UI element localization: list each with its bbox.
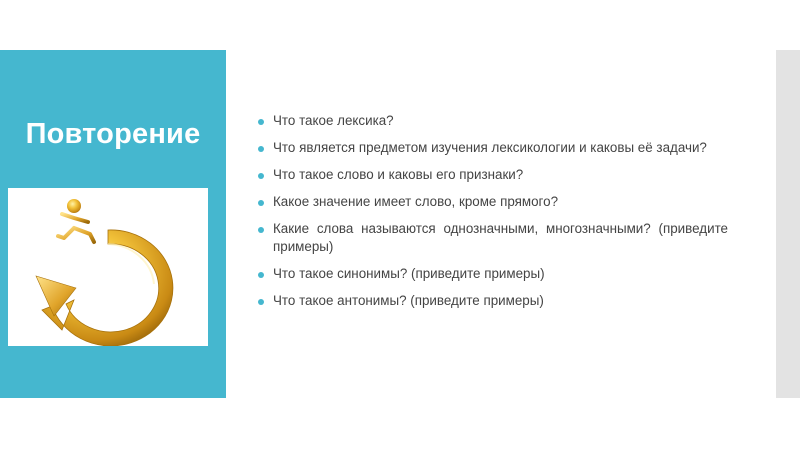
bullet-icon [258,272,264,278]
illustration-box [8,188,208,346]
slide-title: Повторение [25,118,201,150]
bullet-text: Какое значение имеет слово, кроме прямого? [273,194,559,209]
bullet-text: Что такое лексика? [273,113,394,128]
list-item [258,112,728,130]
list-item [258,265,728,283]
bullet-icon [258,299,264,305]
bullet-icon [258,119,264,125]
bullet-icon [258,200,264,206]
right-scroll-strip [776,50,800,398]
list-item [258,139,728,157]
list-item [258,166,728,184]
golden-figure-on-circular-arrow-icon [8,188,208,346]
bullet-text: Какие слова называются однозначными, многозначными? (приведите примеры) [273,221,728,254]
bullet-text: Что такое синонимы? (приведите примеры) [273,266,545,281]
bullet-text: Что такое слово и каковы его признаки? [273,167,524,182]
bullet-text: Что является предметом изучения лексикологии и каковы её задачи? [273,140,707,155]
list-item [258,292,728,310]
bullet-text: Что такое антонимы? (приведите примеры) [273,293,544,308]
bullet-icon [258,173,264,179]
bullet-icon [258,146,264,152]
bullet-list [258,112,728,319]
bullet-icon [258,227,264,233]
list-item [258,220,728,256]
list-item [258,193,728,211]
